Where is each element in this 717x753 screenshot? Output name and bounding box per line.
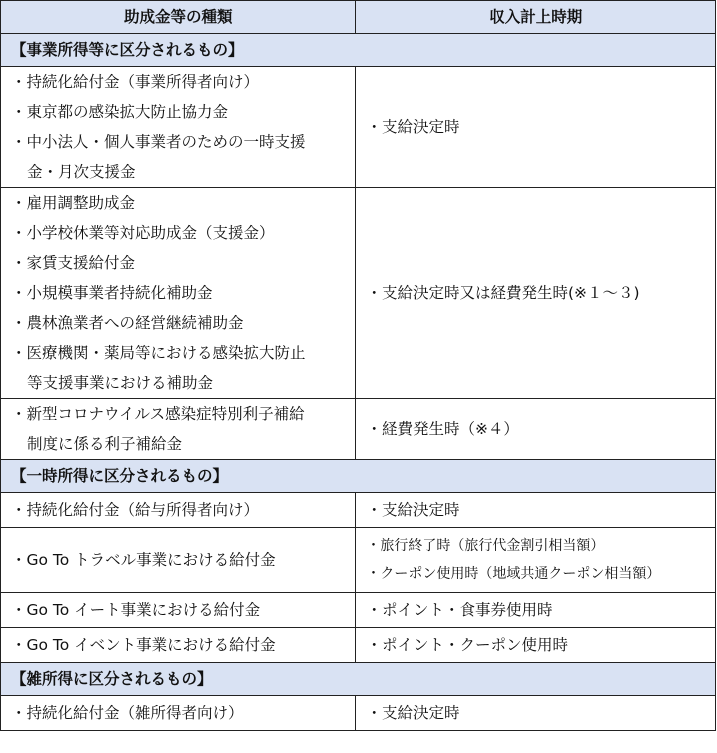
header-income-timing: 収入計上時期 [356, 1, 716, 34]
section-title: 【一時所得に区分されるもの】 [1, 460, 716, 493]
income-timing-cell: ・ポイント・食事券使用時 [356, 593, 716, 628]
income-timing-cell: ・経費発生時（※４） [356, 399, 716, 460]
subsidy-type-cell [1, 399, 356, 460]
table-row [1, 593, 716, 628]
table-row [1, 528, 716, 593]
list-item: ・小学校休業等対応助成金（支援金） [11, 224, 275, 242]
list-item: ・持続化給付金（事業所得者向け） [11, 73, 260, 91]
list-item: ・東京都の感染拡大防止協力金 [11, 103, 229, 121]
header-subsidy-type: 助成金等の種類 [1, 1, 356, 34]
section-header-misc-income [1, 663, 716, 696]
table-header-row [1, 1, 716, 34]
table-row [1, 696, 716, 731]
list-item: ・小規模事業者持続化補助金 [11, 284, 213, 302]
list-item: ・医療機関・薬局等における感染拡大防止 等支援事業における補助金 [11, 344, 306, 392]
table-row [1, 67, 716, 188]
subsidy-type-cell: ・Go To イート事業における給付金 [1, 593, 356, 628]
subsidy-type-cell [1, 188, 356, 399]
income-timing-cell: ・支給決定時 [356, 696, 716, 731]
timing-line: ・旅行終了時（旅行代金割引相当額） [366, 538, 605, 554]
income-timing-cell [356, 528, 716, 593]
table-row [1, 188, 716, 399]
subsidy-type-cell: ・持続化給付金（雑所得者向け） [1, 696, 356, 731]
table-row [1, 399, 716, 460]
subsidy-type-cell: ・Go To イベント事業における給付金 [1, 628, 356, 663]
list-item: ・新型コロナウイルス感染症特別利子補給 制度に係る利子補給金 [11, 405, 305, 453]
section-header-occasional-income [1, 460, 716, 493]
list-item: ・農林漁業者への経営継続補助金 [11, 314, 244, 332]
subsidy-type-cell: ・Go To トラベル事業における給付金 [1, 528, 356, 593]
table-row [1, 628, 716, 663]
income-timing-cell: ・支給決定時又は経費発生時(※１～３) [356, 188, 716, 399]
income-timing-cell: ・支給決定時 [356, 67, 716, 188]
table-row [1, 493, 716, 528]
timing-line: ・クーポン使用時（地域共通クーポン相当額） [366, 566, 661, 582]
section-title: 【事業所得等に区分されるもの】 [1, 34, 716, 67]
subsidy-type-cell [1, 67, 356, 188]
income-timing-cell: ・ポイント・クーポン使用時 [356, 628, 716, 663]
list-item: ・家賃支援給付金 [11, 254, 136, 272]
income-timing-cell: ・支給決定時 [356, 493, 716, 528]
subsidy-type-cell: ・持続化給付金（給与所得者向け） [1, 493, 356, 528]
list-item: ・雇用調整助成金 [11, 194, 136, 212]
list-item: ・中小法人・個人事業者のための一時支援 金・月次支援金 [11, 133, 306, 181]
section-title: 【雑所得に区分されるもの】 [1, 663, 716, 696]
section-header-business-income [1, 34, 716, 67]
